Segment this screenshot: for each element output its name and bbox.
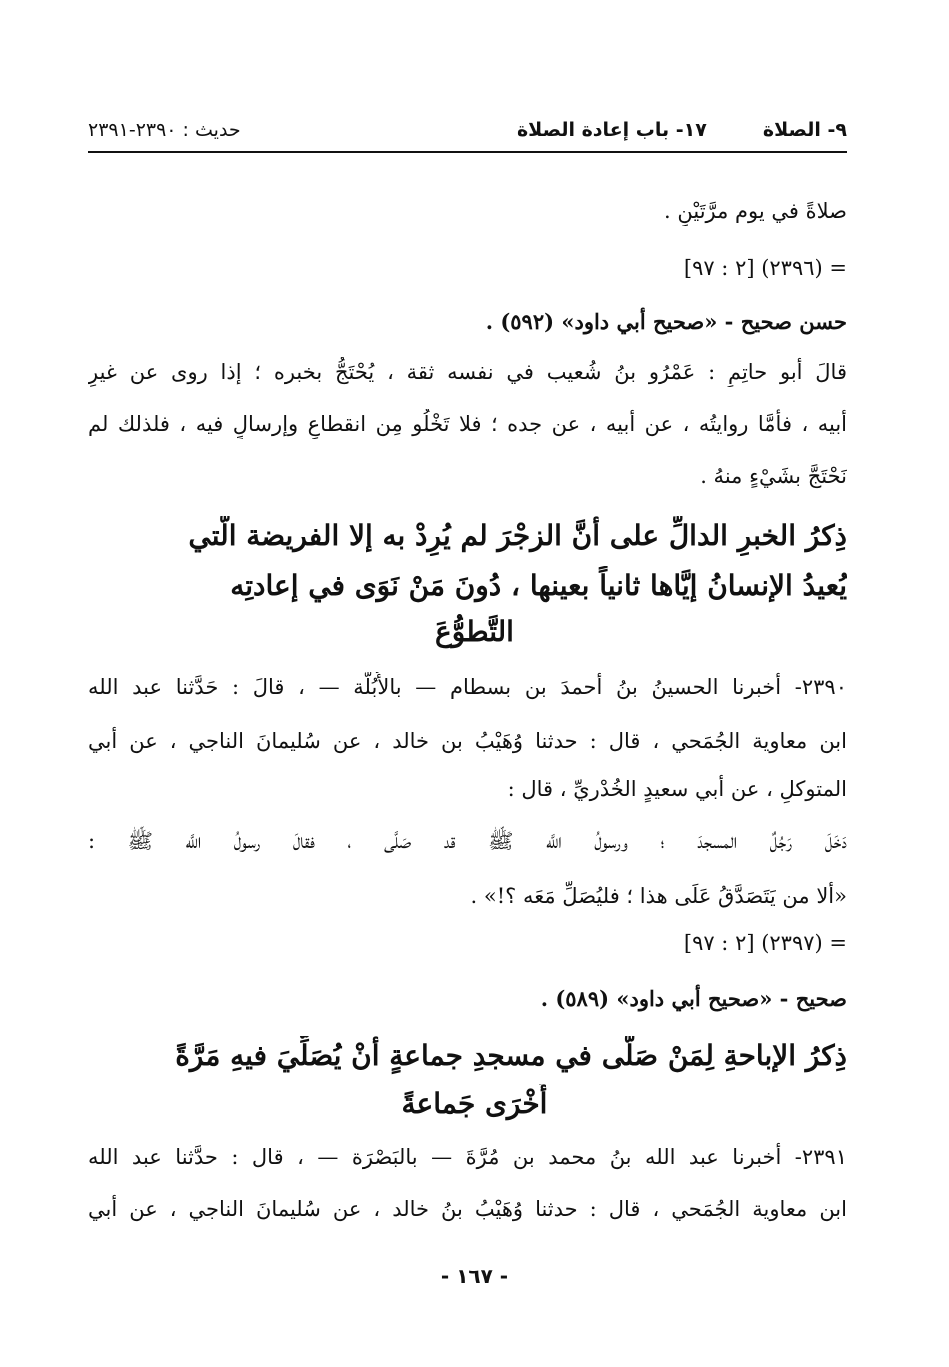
grading-line: حسن صحيح - «صحيح أبي داود» (٥٩٢) . <box>485 309 847 334</box>
chapter-title: ٩- الصلاة <box>762 119 847 141</box>
text-line: قالَ أبو حاتِمٍ : عَمْرُو بنُ شُعيب في نفسه ثقة ، يُحْتَجُّ بخبره ؛ إذا روى عن غيرِ <box>88 360 847 384</box>
text-line: أبيه ، فأمَّا روايتُه ، عن أبيه ، عن جده ؛ فلا تَخْلُو مِن انقطاعٍ وإرسالٍ فيه ، فلذلك لم <box>88 412 847 436</box>
hadith-text-line: «ألا من يَتَصَدَّقُ عَلَى هذا ؛ فليُصَلِّ مَعَه ؟!» . <box>470 884 847 908</box>
hadith-range: حديث : ٢٣٩٠-٢٣٩١ <box>88 119 241 141</box>
cross-reference: = (٢٣٩٧) [٢ : ٩٧] <box>683 931 847 955</box>
chapter-heading-line: أُخْرَى جَماعةً <box>401 1087 548 1120</box>
text-line: نَحْتَجَّ بشَيْءٍ منهُ . <box>700 464 847 488</box>
running-header <box>88 112 847 148</box>
chapter-heading-line: ذِكرُ الخبرِ الدالِّ على أنَّ الزجْرَ لم يُرِدْ به إلا الفريضة الّتي <box>188 519 847 552</box>
section-title: ١٧- باب إعادة الصلاة <box>516 119 707 141</box>
header-titles <box>517 119 847 141</box>
hadith-chain-line: ابن معاوية الجُمَحي ، قال : حدثنا وُهَيْبُ بن خالد ، عن سُليمانَ الناجي ، عن أبي <box>88 729 847 753</box>
cross-reference: = (٢٣٩٦) [٢ : ٩٧] <box>683 256 847 280</box>
hadith-chain-line: ٢٣٩٠- أخبرنا الحسينُ بنُ أحمدَ بن بسطام — بالأُبُلَّة — ، قالَ : حَدَّثنا عبد الله <box>88 675 847 699</box>
chapter-heading-line: ذِكرُ الإباحةِ لِمَنْ صَلَّى في مسجدِ جماعةٍ أنْ يُصَلِّيَ فيهِ مَرَّةً <box>175 1039 847 1072</box>
header-rule <box>88 151 847 153</box>
hadith-chain-line: ابن معاوية الجُمَحي ، قال : حدثنا وُهَيْبُ بنُ خالد ، عن سُليمانَ الناجي ، عن أبي <box>88 1197 847 1221</box>
hadith-chain-line: المتوكلِ ، عن أبي سعيدٍ الخُدْريِّ ، قال : <box>507 777 847 801</box>
chapter-heading-line: التَّطوُّعَ <box>435 615 514 648</box>
hadith-chain-line: ٢٣٩١- أخبرنا عبد الله بنُ محمد بن مُرَّةَ — بالبَصْرَة — ، قال : حدَّثنا عبد الله <box>88 1145 847 1169</box>
page-number: - ١٦٧ - <box>440 1264 509 1288</box>
grading-line: صحيح - «صحيح أبي داود» (٥٨٩) . <box>540 986 847 1011</box>
text-line: صلاةً في يوم مرَّتَيْنِ . <box>664 199 847 223</box>
hadith-text-line: دَخَلَ رَجُلٌ المسجدَ ؛ ورسولُ اللَّه ﷺ قد صَلَّى ، فقالَ رسولُ اللَّه ﷺ : <box>88 829 847 853</box>
chapter-heading-line: يُعيدُ الإنسانُ إيَّاها ثانياً بعينها ، دُونَ مَنْ نَوَى في إعادتِه <box>230 569 847 602</box>
